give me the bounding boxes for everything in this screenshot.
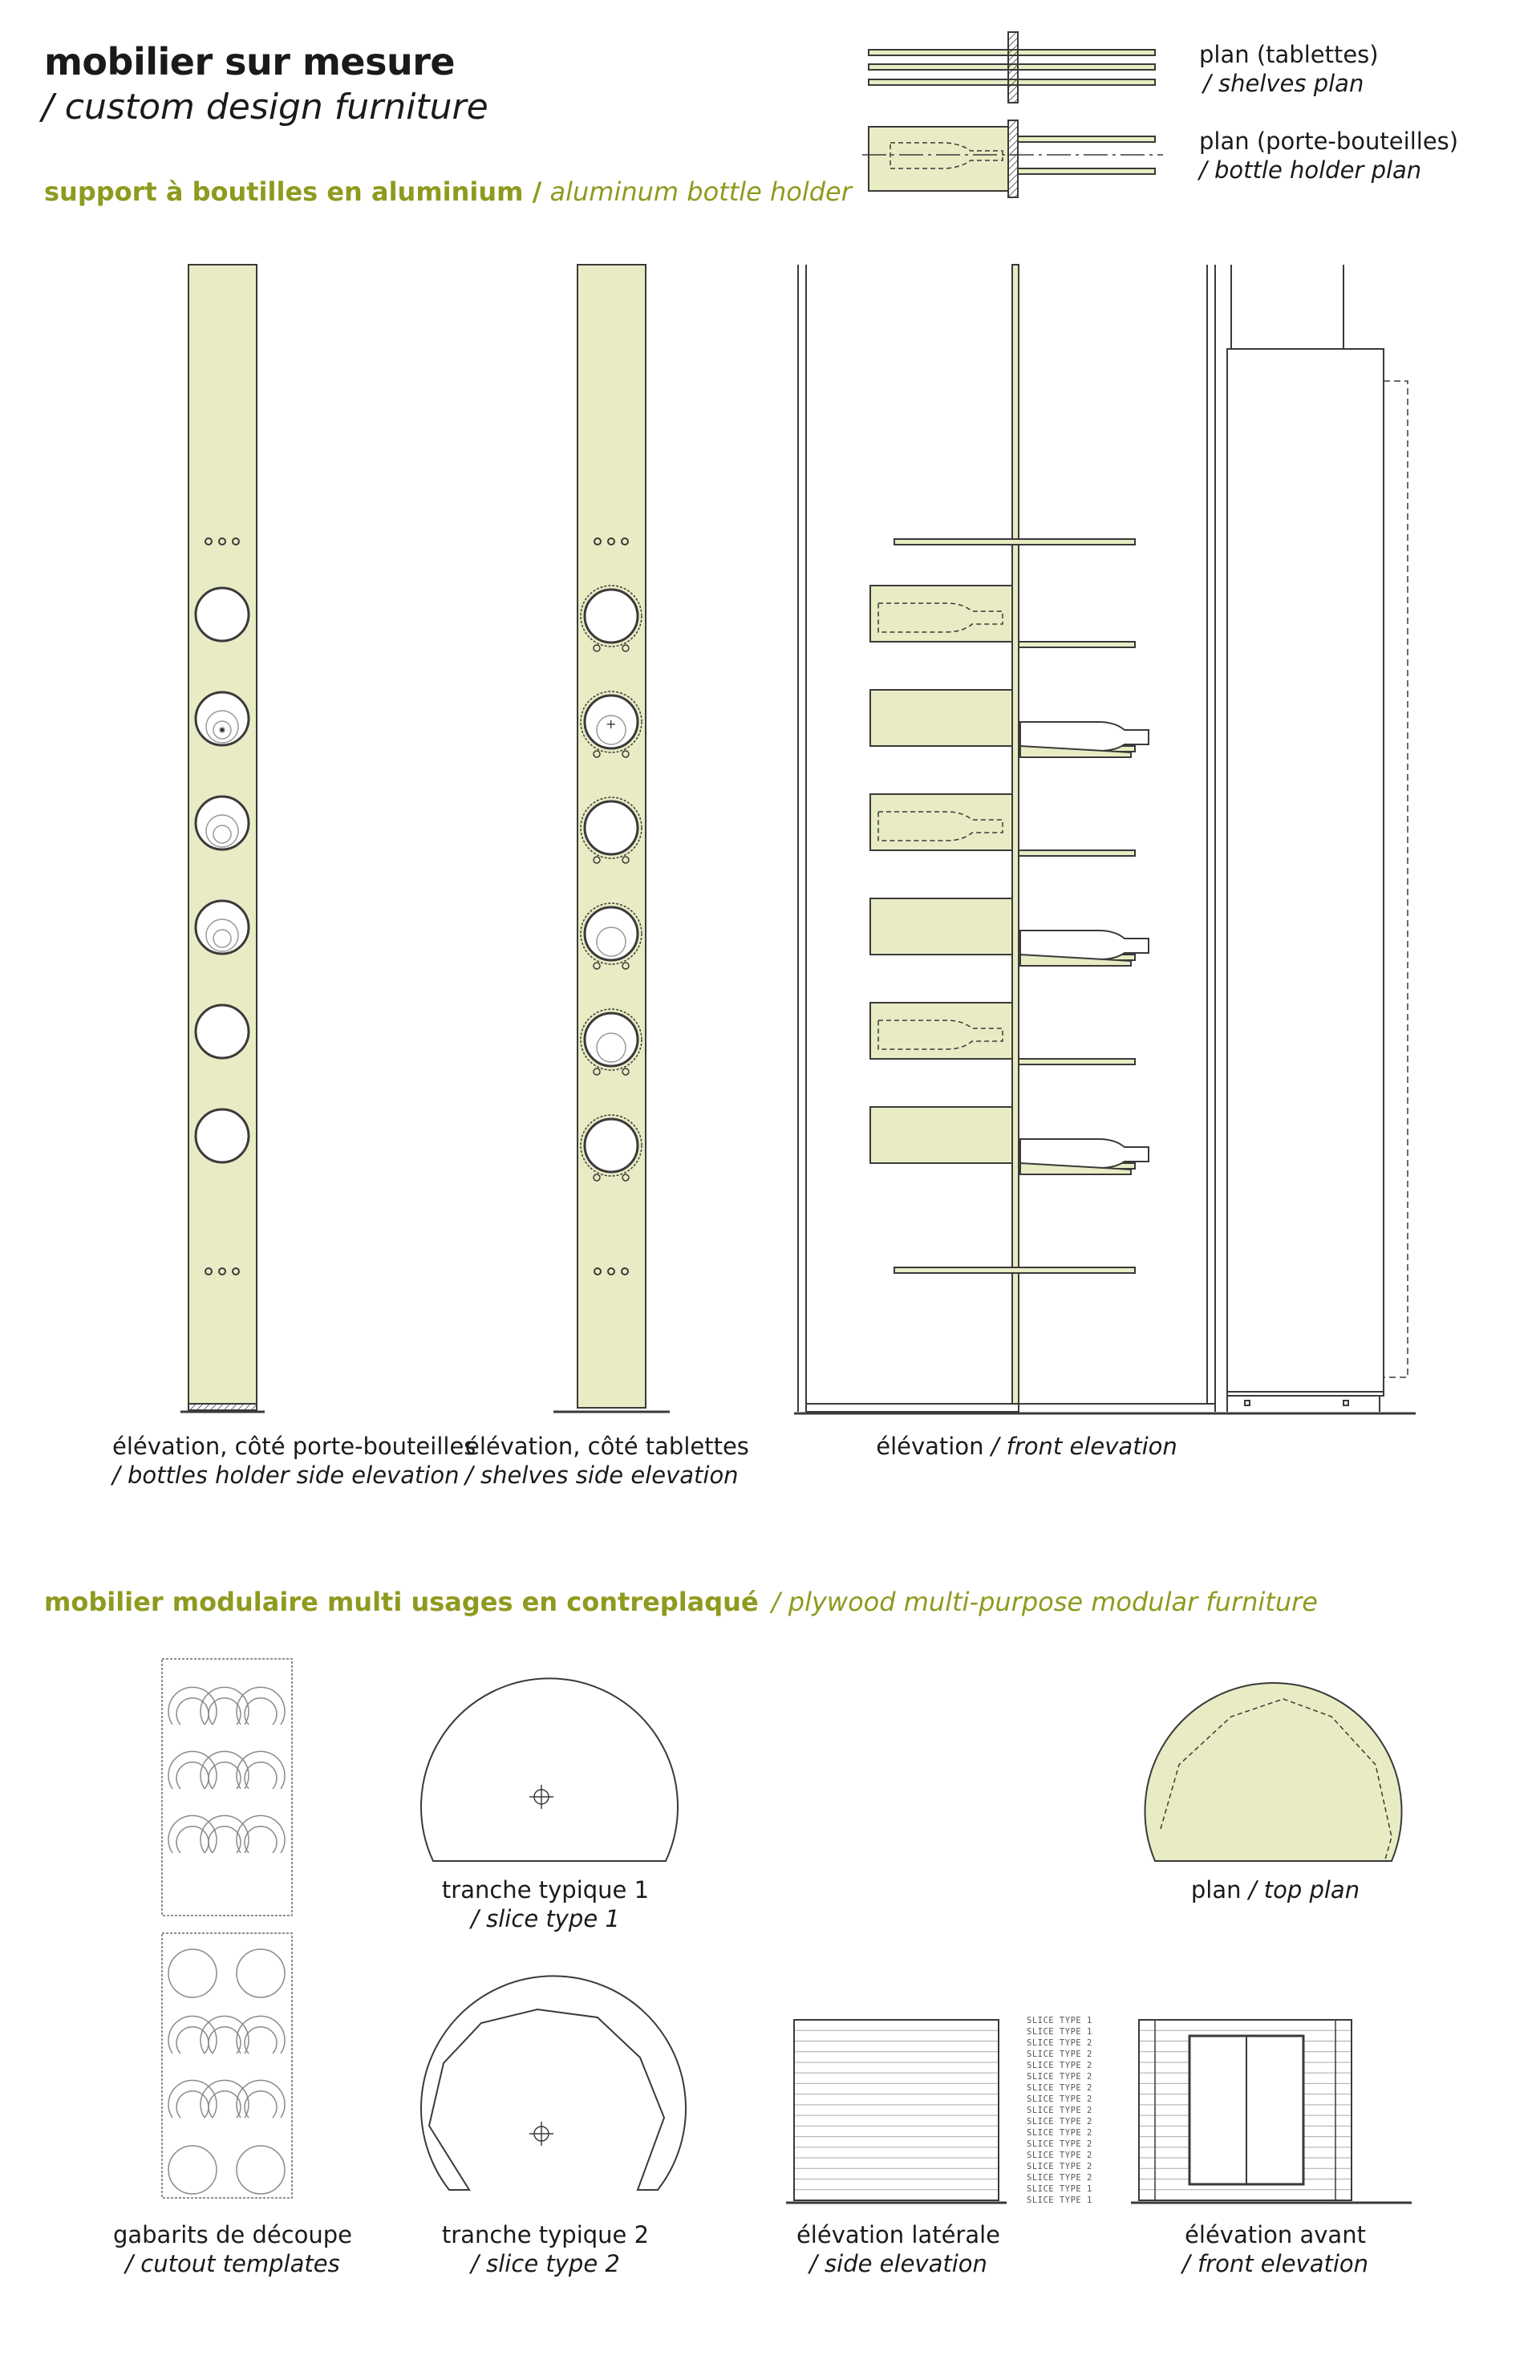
slice-stack-label: SLICE TYPE 1 <box>1027 2027 1092 2037</box>
slice-stack-label: SLICE TYPE 2 <box>1027 2117 1092 2127</box>
side-elevation <box>786 2020 1007 2203</box>
plan-holder-drawing <box>862 120 1163 197</box>
section1-title-fr: support à boutilles en aluminium / <box>44 176 542 207</box>
caption-cutout: gabarits de découpe / cutout templates <box>112 2221 353 2277</box>
slice-stack-label: SLICE TYPE 1 <box>1027 2016 1092 2025</box>
front-elevation-cabinet <box>794 265 1416 1413</box>
plan-shelves-label-en: / shelves plan <box>1203 70 1364 97</box>
slice-stack-label: SLICE TYPE 2 <box>1027 2038 1092 2048</box>
shelves-side-elevation <box>553 265 670 1412</box>
slice-stack-label: SLICE TYPE 2 <box>1027 2061 1092 2070</box>
slice-stack-label: SLICE TYPE 2 <box>1027 2173 1092 2183</box>
page-subtitle: / custom design furniture <box>42 87 488 128</box>
slice-stack-label: SLICE TYPE 2 <box>1027 2162 1092 2171</box>
slice-stack-label: SLICE TYPE 1 <box>1027 2196 1092 2205</box>
page-title: mobilier sur mesure <box>44 40 456 83</box>
section1-title-en: aluminum bottle holder <box>549 176 852 207</box>
section2-title-fr: mobilier modulaire multi usages en contreplaqué <box>44 1587 759 1617</box>
slice-stack-label: SLICE TYPE 2 <box>1027 2072 1092 2082</box>
caption-shelves-side: élévation, côté tablettes / shelves side elevation <box>465 1433 749 1489</box>
slice-type-2 <box>421 1976 686 2190</box>
front-elevation-modular <box>1131 2020 1412 2203</box>
top-plan <box>1145 1683 1402 1861</box>
caption-top-plan: plan / top plan <box>1190 1876 1360 1904</box>
slice-type-1 <box>421 1678 678 1861</box>
slice-stack-label: SLICE TYPE 2 <box>1027 2128 1092 2138</box>
svg-text:+: + <box>606 716 617 732</box>
bottles-side-elevation <box>180 265 265 1412</box>
caption-front-elevation-2: élévation avant / front elevation <box>1181 2221 1369 2277</box>
cutout-templates <box>162 1659 292 2198</box>
section2-title-en: / plywood multi-purpose modular furniture <box>771 1587 1318 1617</box>
plan-shelves-label-fr: plan (tablettes) <box>1199 41 1379 68</box>
plan-holder-label-fr: plan (porte-bouteilles) <box>1199 128 1459 155</box>
slice-stack-labels <box>1027 2015 1123 2206</box>
slice-stack-label: SLICE TYPE 1 <box>1027 2184 1092 2194</box>
caption-slice2: tranche typique 2 / slice type 2 <box>441 2221 650 2277</box>
slice-stack-label: SLICE TYPE 2 <box>1027 2106 1092 2115</box>
caption-slice1: tranche typique 1 / slice type 1 <box>441 1876 650 1932</box>
caption-side-elevation: élévation latérale / side elevation <box>796 2221 1001 2277</box>
slice-stack-label: SLICE TYPE 2 <box>1027 2151 1092 2160</box>
plan-holder-label-en: / bottle holder plan <box>1199 156 1422 184</box>
slice-stack-label: SLICE TYPE 2 <box>1027 2083 1092 2093</box>
slice-stack-label: SLICE TYPE 2 <box>1027 2094 1092 2104</box>
caption-bottles-side: élévation, côté porte-bouteilles / bottles holder side elevation <box>112 1433 476 1489</box>
plan-shelves-drawing <box>869 32 1155 103</box>
caption-front-elevation: élévation / front elevation <box>876 1433 1177 1460</box>
slice-stack-label: SLICE TYPE 2 <box>1027 2139 1092 2149</box>
slice-stack-label: SLICE TYPE 2 <box>1027 2050 1092 2059</box>
